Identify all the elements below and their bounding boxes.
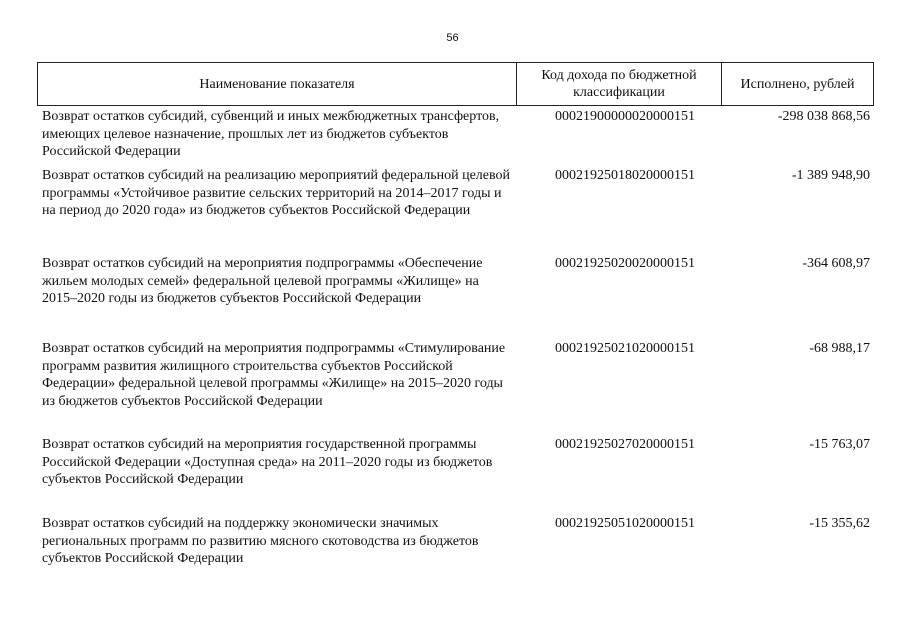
header-name: Наименование показателя	[38, 63, 517, 105]
row-name: Возврат остатков субсидий на поддержку экономически значимых региональных программ по развитию мясного скотоводства из бюджетов субъектов Российской Федерации	[42, 516, 479, 566]
row-amount: -15 355,62	[809, 516, 870, 531]
row-name: Возврат остатков субсидий на мероприятия подпрограммы «Обеспечение жильем молодых семей» федеральной целевой программы «Жилище» на 2015–2020 годы из бюджетов субъектов Российской Федерации	[42, 256, 483, 306]
row-name: Возврат остатков субсидий на реализацию мероприятий федеральной целевой программы «Устойчивое развитие сельских территорий на 2014–2017 годы и на период до 2020 года» из бюджетов субъектов Российской Федерации	[42, 168, 510, 218]
header-amount: Исполнено, рублей	[740, 76, 855, 92]
row-code: 00021925051020000151	[555, 516, 695, 531]
row-code: 00021925021020000151	[555, 341, 695, 356]
row-code: 00021925018020000151	[555, 168, 695, 183]
row-amount: -68 988,17	[809, 341, 870, 356]
row-code: 00021925027020000151	[555, 437, 695, 452]
row-amount: -1 389 948,90	[791, 168, 870, 183]
row-name: Возврат остатков субсидий на мероприятия подпрограммы «Стимулирование программ развития жилищного строительства субъектов Российской Федерации» федеральной целевой программы «Жилище» на 2015–2020 годы из бюджетов субъектов Российской Федерации	[42, 341, 506, 409]
table-header	[37, 62, 874, 106]
row-code: 00021925020020000151	[555, 256, 695, 271]
header-code: Код дохода по бюджетной классификации	[517, 63, 722, 105]
row-amount: -15 763,07	[809, 437, 870, 452]
row-name: Возврат остатков субсидий, субвенций и иных межбюджетных трансфертов, имеющих целевое назначение, прошлых лет из бюджетов субъектов Российской Федерации	[42, 109, 500, 159]
row-amount: -364 608,97	[802, 256, 870, 271]
row-name: Возврат остатков субсидий на мероприятия государственной программы Российской Федерации «Доступная среда» на 2011–2020 годы из бюджетов субъектов Российской Федерации	[42, 437, 493, 487]
row-amount: -298 038 868,56	[777, 109, 870, 124]
page-number: 56	[446, 32, 459, 44]
row-code: 00021900000020000151	[555, 109, 695, 124]
